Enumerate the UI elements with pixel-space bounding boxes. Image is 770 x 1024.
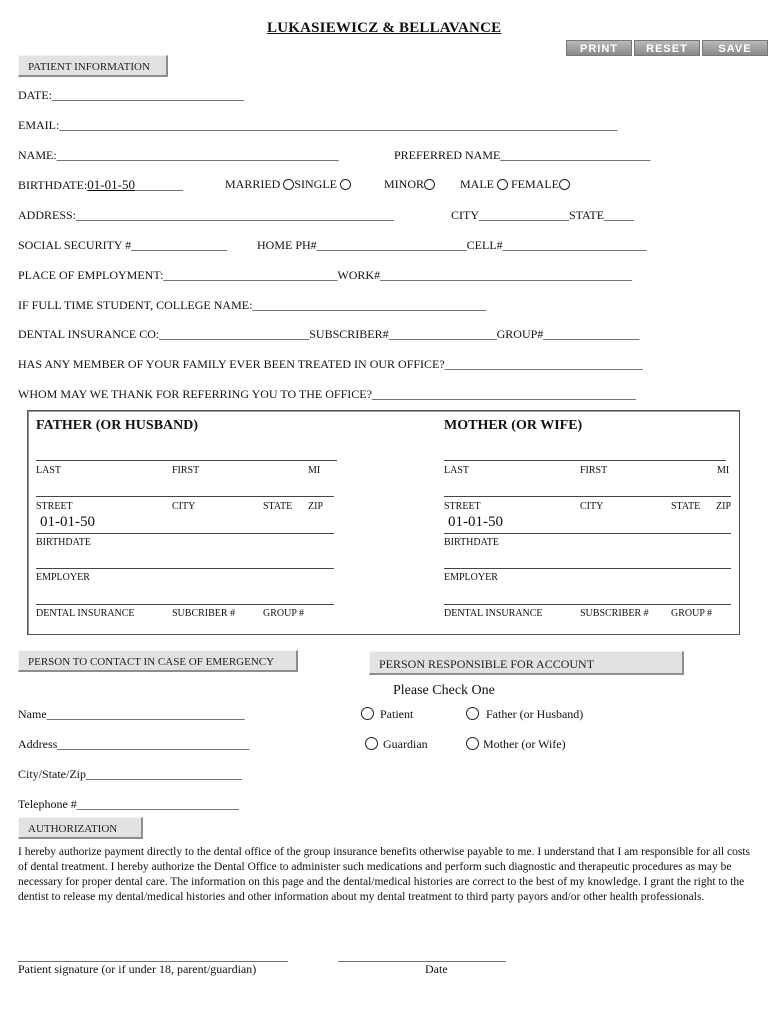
father-heading: FATHER (OR HUSBAND) xyxy=(36,418,199,433)
birthdate-field[interactable] xyxy=(18,177,183,193)
father-name-line[interactable] xyxy=(36,460,337,461)
female-label: FEMALE xyxy=(511,177,559,191)
father-mi-label: MI xyxy=(308,465,321,476)
birthdate-value: 01-01-50 xyxy=(87,177,135,192)
signature-label: Patient signature (or if under 18, parent/guardian) xyxy=(18,962,257,976)
save-button[interactable]: SAVE xyxy=(702,40,768,56)
father-last-label: LAST xyxy=(36,465,61,476)
address-field[interactable]: ADDRESS:_____________________________________________________ xyxy=(18,208,395,222)
responsible-account-button[interactable]: PERSON RESPONSIBLE FOR ACCOUNT xyxy=(369,651,684,675)
responsible-mother-label: Mother (or Wife) xyxy=(483,737,566,751)
authorization-text: I hereby authorize payment directly to the dental office of the group insurance benefits otherwise payable to me. I understand that I am responsible for all costs of dental treatment. I hereby authorize the Dental Office to administer such medications and perform such diagnostic and therapeutic procedures as may be necessary for proper dental care. The information on this page and the dental/medical histories are correct to the best of my knowledge. I grant the right to the dentist to release my dental/medical histories and other information about my dental treatment to third party payors and/or other health professionals. xyxy=(18,846,751,903)
authorization-button[interactable]: AUTHORIZATION xyxy=(18,817,143,839)
emergency-telephone-field[interactable]: Telephone #___________________________ xyxy=(18,797,239,811)
father-city-label: CITY xyxy=(172,501,196,512)
mother-first-label: FIRST xyxy=(580,465,608,476)
date-field[interactable]: DATE:________________________________ xyxy=(18,88,244,102)
father-employer-line[interactable] xyxy=(36,568,334,569)
toolbar xyxy=(566,40,770,56)
father-street-label: STREET xyxy=(36,501,73,512)
responsible-father-option xyxy=(466,707,583,722)
gender-group xyxy=(460,177,570,192)
mother-birthdate-line xyxy=(444,533,731,534)
mother-dental-insurance-label: DENTAL INSURANCE xyxy=(444,608,543,619)
parents-box xyxy=(27,410,740,635)
father-subscriber-label: SUBCRIBER # xyxy=(172,608,236,619)
mother-heading: MOTHER (OR WIFE) xyxy=(444,418,583,433)
responsible-patient-option xyxy=(361,707,413,722)
father-group-label: GROUP # xyxy=(263,608,305,619)
date-line[interactable]: ____________________________ xyxy=(338,949,506,963)
mother-birthdate-value[interactable]: 01-01-50 xyxy=(448,514,503,530)
emergency-name-field[interactable]: Name_________________________________ xyxy=(18,707,245,721)
mother-group-label: GROUP # xyxy=(671,608,713,619)
married-radio[interactable] xyxy=(283,179,294,190)
preferred-name-field[interactable]: PREFERRED NAME_________________________ xyxy=(394,148,651,162)
name-field[interactable]: NAME:_______________________________________________ xyxy=(18,148,339,162)
father-employer-label: EMPLOYER xyxy=(36,572,90,583)
emergency-address-field[interactable]: Address________________________________ xyxy=(18,737,250,751)
mother-insurance-line[interactable] xyxy=(444,604,731,605)
responsible-patient-label: Patient xyxy=(380,707,414,721)
father-dental-insurance-label: DENTAL INSURANCE xyxy=(36,608,135,619)
ssn-field[interactable]: SOCIAL SECURITY #________________ xyxy=(18,238,228,252)
mother-employer-label: EMPLOYER xyxy=(444,572,498,583)
city-state-field[interactable]: CITY_______________STATE_____ xyxy=(451,208,635,222)
father-insurance-line[interactable] xyxy=(36,604,334,605)
responsible-guardian-radio[interactable] xyxy=(365,737,378,750)
emergency-contact-button[interactable]: PERSON TO CONTACT IN CASE OF EMERGENCY xyxy=(18,650,298,672)
responsible-patient-radio[interactable] xyxy=(361,707,374,720)
single-radio[interactable] xyxy=(340,179,351,190)
responsible-father-label: Father (or Husband) xyxy=(486,707,584,721)
father-birthdate-line xyxy=(36,533,334,534)
father-state-label: STATE xyxy=(263,501,293,512)
responsible-mother-option xyxy=(466,737,566,752)
birthdate-label: BIRTHDATE: xyxy=(18,178,88,192)
mother-mi-label: MI xyxy=(717,465,730,476)
male-radio[interactable] xyxy=(497,179,508,190)
mother-zip-label: ZIP xyxy=(716,501,731,512)
patient-information-button[interactable]: PATIENT INFORMATION xyxy=(18,55,168,77)
emergency-city-field[interactable]: City/State/Zip__________________________ xyxy=(18,767,242,781)
responsible-guardian-label: Guardian xyxy=(383,737,428,751)
father-street-line[interactable] xyxy=(36,496,334,497)
referral-field[interactable]: WHOM MAY WE THANK FOR REFERRING YOU TO THE OFFICE?____________________________________________ xyxy=(18,387,636,401)
father-birthdate-value[interactable]: 01-01-50 xyxy=(40,514,95,530)
mother-birthdate-label: BIRTHDATE xyxy=(444,537,499,548)
responsible-father-radio[interactable] xyxy=(466,707,479,720)
father-first-label: FIRST xyxy=(172,465,200,476)
home-cell-phone-field[interactable]: HOME PH#_________________________CELL#________________________ xyxy=(257,238,647,252)
signature-line[interactable]: _____________________________________________ xyxy=(18,949,288,963)
page-title: LUKASIEWICZ & BELLAVANCE xyxy=(267,20,502,36)
mother-city-label: CITY xyxy=(580,501,604,512)
responsible-mother-radio[interactable] xyxy=(466,737,479,750)
dental-insurance-field[interactable]: DENTAL INSURANCE CO:_________________________SUBSCRIBER#__________________GROUP#________________ xyxy=(18,327,640,341)
birthdate-underline: ________ xyxy=(134,178,183,192)
mother-subscriber-label: SUBSCRIBER # xyxy=(580,608,649,619)
father-zip-label: ZIP xyxy=(308,501,323,512)
employment-field[interactable]: PLACE OF EMPLOYMENT:_____________________________WORK#__________________________________________ xyxy=(18,268,633,282)
male-label: MALE xyxy=(460,177,494,191)
mother-last-label: LAST xyxy=(444,465,469,476)
mother-street-line[interactable] xyxy=(444,496,731,497)
mother-employer-line[interactable] xyxy=(444,568,731,569)
responsible-guardian-option xyxy=(365,737,428,752)
reset-button[interactable]: RESET xyxy=(634,40,700,56)
father-birthdate-label: BIRTHDATE xyxy=(36,537,91,548)
family-treated-field[interactable]: HAS ANY MEMBER OF YOUR FAMILY EVER BEEN TREATED IN OUR OFFICE?_________________________________ xyxy=(18,357,643,371)
single-label: SINGLE xyxy=(294,177,338,191)
mother-state-label: STATE xyxy=(671,501,701,512)
please-check-one: Please Check One xyxy=(393,683,495,698)
female-radio[interactable] xyxy=(559,179,570,190)
email-field[interactable]: EMAIL:_____________________________________________________________________________________________ xyxy=(18,118,618,132)
date-label: Date xyxy=(425,962,448,976)
minor-option xyxy=(384,177,435,192)
minor-radio[interactable] xyxy=(424,179,435,190)
college-name-field[interactable]: IF FULL TIME STUDENT, COLLEGE NAME:_______________________________________ xyxy=(18,298,487,312)
marital-status-group xyxy=(225,177,351,192)
minor-label: MINOR xyxy=(384,177,425,191)
print-button[interactable]: PRINT xyxy=(566,40,632,56)
mother-street-label: STREET xyxy=(444,501,481,512)
mother-name-line[interactable] xyxy=(444,460,726,461)
married-label: MARRIED xyxy=(225,177,281,191)
